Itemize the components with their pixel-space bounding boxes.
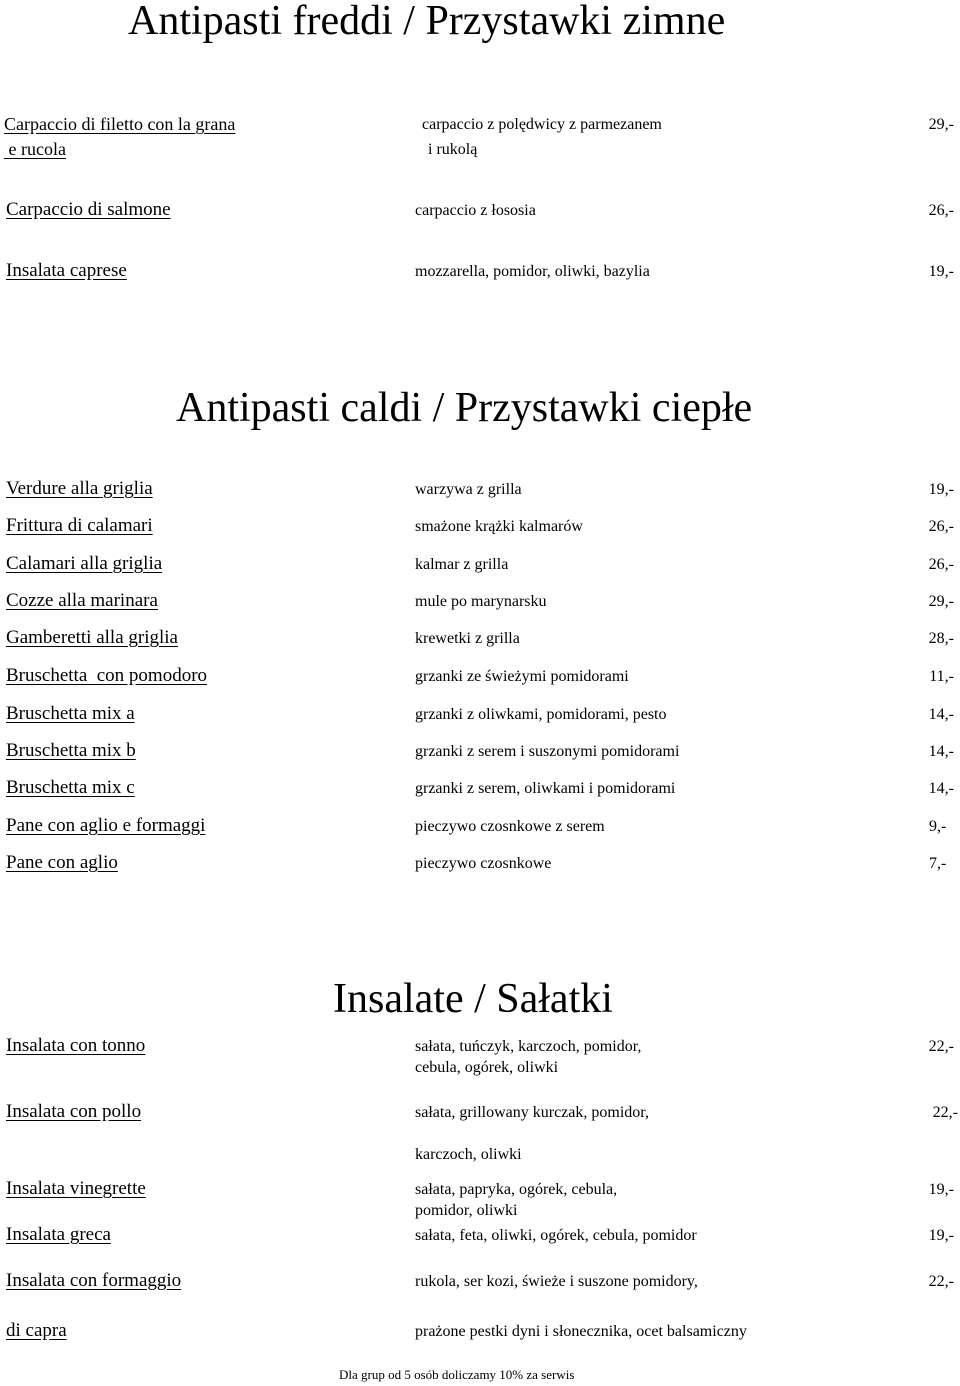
dish-price: 19,- xyxy=(928,263,954,280)
dish-price: 22,- xyxy=(932,1104,958,1121)
dish-price: 19,- xyxy=(928,1227,954,1244)
dish-name: Pane con aglio xyxy=(6,852,118,873)
dish-name: Bruschetta con pomodoro xyxy=(6,665,208,686)
dish-description: krewetki z grilla xyxy=(415,630,520,647)
dish-price: 19,- xyxy=(928,1181,954,1198)
dish-name: Verdure alla griglia xyxy=(6,478,153,499)
dish-name: Carpaccio di salmone xyxy=(6,199,171,220)
dish-price: 28,- xyxy=(928,630,954,647)
dish-price: 29,- xyxy=(928,116,954,133)
dish-description: warzywa z grilla xyxy=(415,481,522,498)
dish-price: 14,- xyxy=(928,780,954,797)
dish-description: sałata, tuńczyk, karczoch, pomidor, xyxy=(415,1038,642,1055)
dish-name: Gamberetti alla griglia xyxy=(6,627,178,648)
dish-name: Bruschetta mix b xyxy=(6,740,136,761)
section-title-salads: Insalate / Sałatki xyxy=(333,976,613,1022)
dish-name: Calamari alla griglia xyxy=(6,553,163,574)
dish-price: 26,- xyxy=(928,556,954,573)
dish-price: 7,- xyxy=(929,855,947,872)
dish-description: sałata, papryka, ogórek, cebula, xyxy=(415,1181,618,1198)
dish-description: carpaccio z łososia xyxy=(415,202,536,219)
dish-description: grzanki z serem, oliwkami i pomidorami xyxy=(415,780,676,797)
dish-price: 22,- xyxy=(928,1038,954,1055)
dish-name: Insalata vinegrette xyxy=(6,1178,146,1199)
dish-description: smażone krążki kalmarów xyxy=(415,518,583,535)
dish-description: sałata, feta, oliwki, ogórek, cebula, pomidor xyxy=(415,1227,697,1244)
dish-name: Insalata con formaggio xyxy=(6,1270,182,1291)
dish-price: 26,- xyxy=(928,518,954,535)
dish-description: mule po marynarsku xyxy=(415,593,547,610)
section-title-cold-antipasti: Antipasti freddi / Przystawki zimne xyxy=(128,0,726,44)
dish-description: rukola, ser kozi, świeże i suszone pomidory, xyxy=(415,1273,698,1290)
dish-price: 9,- xyxy=(929,818,947,835)
section-title-hot-antipasti: Antipasti caldi / Przystawki ciepłe xyxy=(176,385,753,431)
dish-name: Insalata greca xyxy=(6,1224,111,1245)
dish-name: Bruschetta mix c xyxy=(6,777,135,798)
dish-description: mozzarella, pomidor, oliwki, bazylia xyxy=(415,263,650,280)
dish-price: 14,- xyxy=(928,706,954,723)
dish-name: Insalata caprese xyxy=(6,260,127,281)
dish-price: 22,- xyxy=(928,1273,954,1290)
dish-description: carpaccio z polędwicy z parmezanem xyxy=(422,116,662,133)
dish-name: Pane con aglio e formaggi xyxy=(6,815,206,836)
dish-price: 26,- xyxy=(928,202,954,219)
dish-description-continued: cebula, ogórek, oliwki xyxy=(415,1059,559,1076)
dish-name: Carpaccio di filetto con la grana xyxy=(4,114,236,134)
dish-name-continued: e rucola xyxy=(4,139,66,159)
dish-price: 14,- xyxy=(928,743,954,760)
dish-name: Frittura di calamari xyxy=(6,515,153,536)
dish-name: Cozze alla marinara xyxy=(6,590,158,611)
dish-name-continued: di capra xyxy=(6,1320,67,1341)
dish-description: pieczywo czosnkowe xyxy=(415,855,552,872)
dish-description: kalmar z grilla xyxy=(415,556,509,573)
dish-description: grzanki ze świeżymi pomidorami xyxy=(415,668,629,685)
dish-description-continued: i rukolą xyxy=(428,141,478,158)
dish-name: Bruschetta mix a xyxy=(6,703,135,724)
dish-description: pieczywo czosnkowe z serem xyxy=(415,818,605,835)
dish-price: 29,- xyxy=(928,593,954,610)
dish-price: 19,- xyxy=(928,481,954,498)
dish-description: sałata, grillowany kurczak, pomidor, xyxy=(415,1104,649,1121)
dish-description: prażone pestki dyni i słonecznika, ocet balsamiczny xyxy=(415,1323,747,1340)
dish-name: Insalata con tonno xyxy=(6,1035,146,1056)
dish-description: grzanki z oliwkami, pomidorami, pesto xyxy=(415,706,667,723)
dish-price: 11,- xyxy=(929,668,954,685)
dish-name: Insalata con pollo xyxy=(6,1101,142,1122)
service-charge-note: Dla grup od 5 osób doliczamy 10% za serwis xyxy=(339,1367,575,1382)
dish-description-continued: karczoch, oliwki xyxy=(415,1146,522,1163)
dish-description-continued: pomidor, oliwki xyxy=(415,1202,518,1219)
dish-description: grzanki z serem i suszonymi pomidorami xyxy=(415,743,680,760)
